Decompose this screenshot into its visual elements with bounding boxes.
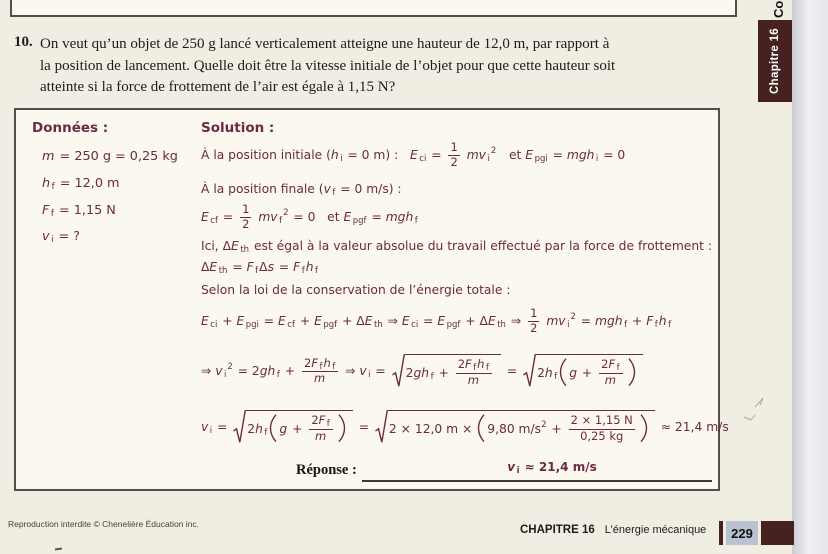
reponse-underline xyxy=(362,480,712,482)
pencil-mark xyxy=(740,390,766,424)
chapter-side-tab xyxy=(758,20,792,102)
eq-final-energies: E cf = $\frac{1}{2}$ mv f 2 = 0 et E pgf = mgh f xyxy=(201,201,418,231)
page-edge xyxy=(792,0,828,554)
footer-copyright: Reproduction interdite © Chenelière Éducation inc. xyxy=(8,519,200,529)
footer-chapter-label: CHAPITRE 16 xyxy=(520,524,595,536)
footer-accent-bar xyxy=(719,521,723,545)
data-line-height: h f = 12,0 m xyxy=(42,175,120,192)
solution-box xyxy=(14,108,729,491)
donnees-header: Données : xyxy=(32,120,109,136)
data-line-velocity: v i = ? xyxy=(42,228,81,245)
eq-thermal-energy: Δ E th = F f Δ s = F f h f xyxy=(201,260,318,276)
text-conservation-law: Selon la loi de la conservation de l’énergie totale : xyxy=(201,283,511,297)
stray-dash xyxy=(55,548,62,551)
question-line: On veut qu’un objet de 250 g lancé verticalement atteigne une hauteur de 12,0 m, par rapport à xyxy=(40,36,610,52)
eq-velocity-derivation: ⇒ v i 2 = 2 gh f + 2 F f h f m ⇒ v i = 2 gh f + 2 F f h f m = 2 h f g + 2 F f m xyxy=(201,344,645,398)
data-line-friction: F f = 1,15 N xyxy=(42,202,116,219)
previous-answer-box xyxy=(10,0,737,17)
footer-chapter xyxy=(520,524,706,536)
footer-accent-block xyxy=(761,521,794,545)
reponse-answer: v i ≈ 21,4 m/s xyxy=(507,460,597,476)
footer-chapter-title: L’énergie mécanique xyxy=(604,524,707,536)
question-line: atteinte si la force de frottement de l’air est égale à 1,15 N? xyxy=(40,79,396,95)
reponse-label: Réponse : xyxy=(296,462,357,478)
chapter-side-tab-label: Chapitre 16 xyxy=(769,28,781,94)
eq-conservation: E ci + E pgi = E cf + E pgf + Δ E th ⇒ E ci = E pgf + Δ E th ⇒ $\frac{1}{2}$ mv i 2 = mgh f + F f h f xyxy=(201,305,672,335)
text-thermal-energy: Ici, Δ E th est égal à la valeur absolue du travail effectué par la force de frottement : xyxy=(201,239,713,255)
question-text xyxy=(40,34,720,99)
solution-header: Solution : xyxy=(201,120,275,136)
footer-page-number: 229 xyxy=(726,521,758,545)
data-line-mass: m = 250 g = 0,25 kg xyxy=(42,148,178,164)
eq-initial-position: À la position initiale ( h i = 0 m) : E ci = $\frac{1}{2}$ mv i 2 et E pgi = mgh i = 0 xyxy=(201,139,626,169)
side-tab-partial-label: Co xyxy=(771,0,786,18)
question-number: 10. xyxy=(14,34,33,50)
question-line: la position de lancement. Quelle doit être la vitesse initiale de l’objet pour que cette hauteur soit xyxy=(40,57,616,74)
eq-final-position: À la position finale ( v f = 0 m/s) : xyxy=(201,182,402,198)
eq-velocity-numeric: v i = 2 h f g + 2 F f m = 2 × 12,0 m × 9,80 m/s 2 + $\frac{2 \times 1,15 N}{0,25 kg}$ ≈ 21,4 m/s xyxy=(201,400,729,454)
